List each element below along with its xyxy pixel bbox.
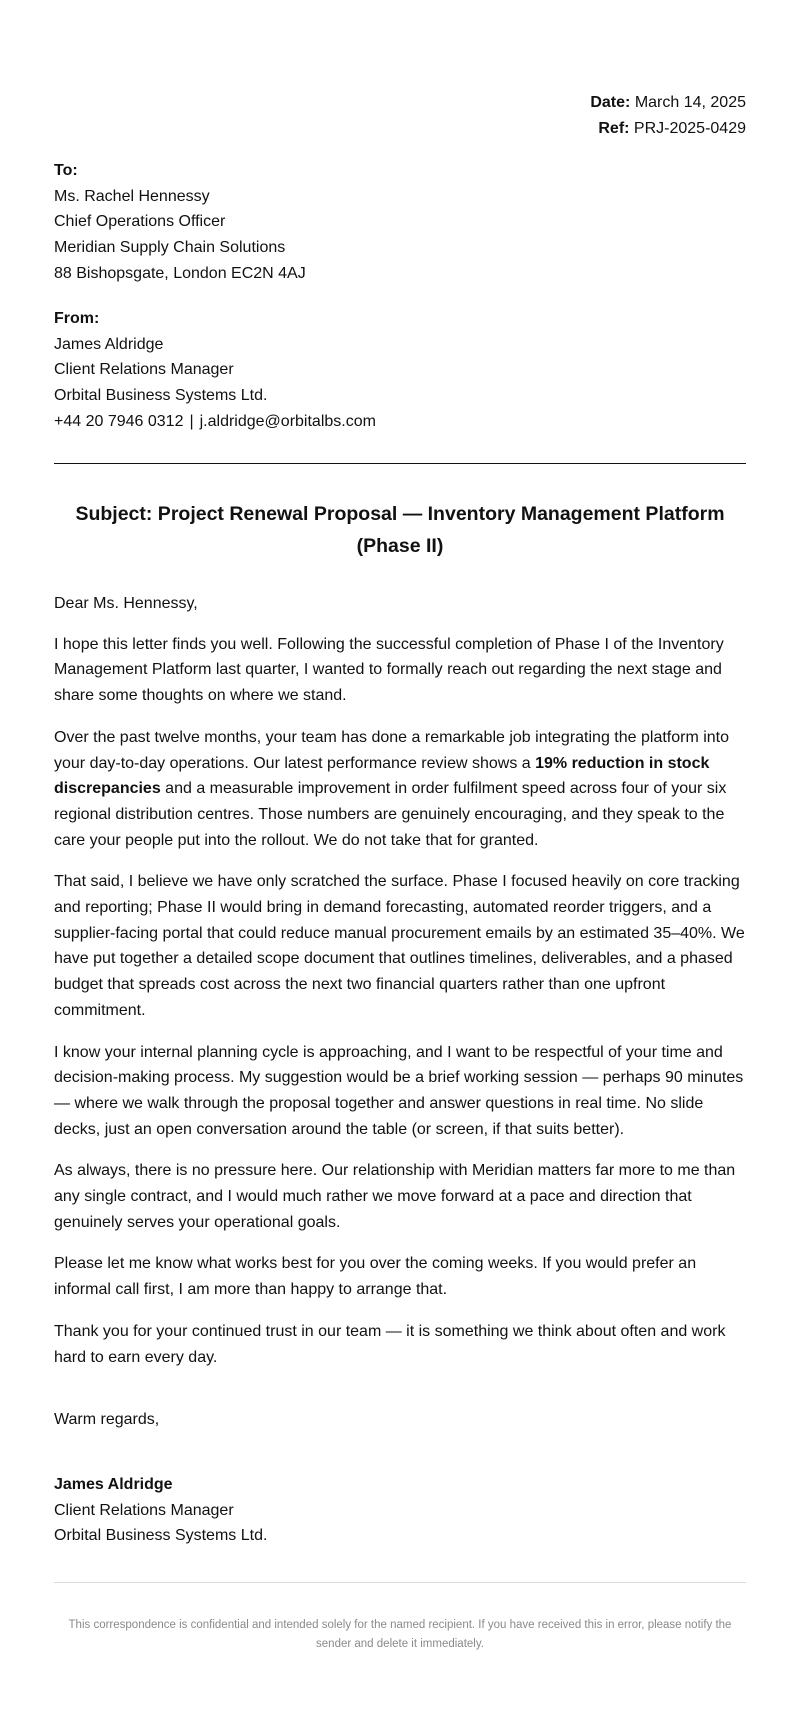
recipient-company: Meridian Supply Chain Solutions bbox=[54, 239, 286, 257]
ref-label: Ref: bbox=[598, 120, 630, 137]
paragraph-2-highlight: 19% reduction in stock discrepancies bbox=[54, 754, 710, 798]
sender-name: James Aldridge bbox=[54, 335, 164, 353]
paragraph-2-rest: and a measurable improvement in order fulfilment speed across four of your six regional distribution centres. Those numbers are genuinely encouraging, and they speak to the care your people put into the rollout. We do not take that for granted. bbox=[54, 780, 727, 849]
recipient-address: 88 Bishopsgate, London EC2N 4AJ bbox=[54, 264, 306, 282]
footer-divider bbox=[54, 1582, 746, 1583]
date-label: Date: bbox=[590, 94, 631, 111]
signature-company: Orbital Business Systems Ltd. bbox=[54, 1527, 268, 1545]
letter-body bbox=[54, 591, 746, 1386]
sender-email[interactable]: j.aldridge@orbitalbs.com bbox=[199, 412, 376, 430]
header-divider bbox=[54, 463, 746, 464]
paragraph-1: I hope this letter finds you well. Following the successful completion of Phase I of the Inventory Management Platform last quarter, I wanted to formally reach out regarding the next stage and share some thoughts on where we stand. bbox=[54, 635, 724, 705]
sender-block bbox=[54, 306, 746, 435]
closing-line: Warm regards, bbox=[54, 1411, 160, 1428]
recipient-block bbox=[54, 158, 746, 287]
salutation: Dear Ms. Hennessy, bbox=[54, 595, 198, 612]
date-row bbox=[590, 90, 746, 116]
contact-separator: | bbox=[189, 412, 194, 430]
sender-contact bbox=[54, 409, 746, 435]
ref-row bbox=[590, 116, 746, 142]
ref-value: PRJ-2025-0429 bbox=[633, 120, 746, 137]
subject-heading: Subject: Project Renewal Proposal — Inventory Management Platform (Phase II) bbox=[75, 503, 725, 557]
paragraph-2-intro: Over the past twelve months, your team has done a remarkable job integrating the platform into your day-to-day operations. Our latest performance review shows a bbox=[54, 728, 730, 772]
sender-company: Orbital Business Systems Ltd. bbox=[54, 387, 268, 405]
paragraph-7: Thank you for your continued trust in our team — it is something we think about often and work hard to earn every day. bbox=[54, 1322, 726, 1366]
date-value: March 14, 2025 bbox=[634, 94, 746, 111]
recipient-title: Chief Operations Officer bbox=[54, 213, 226, 231]
recipient-label: To: bbox=[54, 162, 78, 179]
paragraph-6: Please let me know what works best for you over the coming weeks. If you would prefer an informal call first, I am more than happy to arrange that. bbox=[54, 1255, 697, 1299]
confidentiality-notice: This correspondence is confidential and intended solely for the named recipient. If you have received this in error, please notify the sender and delete it immediately. bbox=[68, 1619, 732, 1650]
signature-title: Client Relations Manager bbox=[54, 1501, 234, 1519]
paragraph-2 bbox=[54, 725, 746, 854]
signature-block bbox=[54, 1472, 267, 1549]
paragraph-3: That said, I believe we have only scratched the surface. Phase I focused heavily on core tracking and reporting; Phase II would bring in demand forecasting, automated reorder triggers, and a supplier-facing portal that could reduce manual procurement emails by an estimated 35–40%. We have put together a detailed scope document that outlines timelines, deliverables, and a phased budget that spreads cost across the next two financial quarters rather than one upfront commitment. bbox=[54, 873, 745, 1019]
letter-meta bbox=[590, 90, 746, 142]
sender-phone: +44 20 7946 0312 bbox=[54, 412, 184, 430]
sender-label: From: bbox=[54, 310, 100, 327]
paragraph-5: As always, there is no pressure here. Our relationship with Meridian matters far more to me than any single contract, and I would much rather we move forward at a pace and direction that genuinely serves your operational goals. bbox=[54, 1162, 736, 1231]
recipient-name: Ms. Rachel Hennessy bbox=[54, 187, 210, 205]
paragraph-4: I know your internal planning cycle is approaching, and I want to be respectful of your time and decision-making process. My suggestion would be a brief working session — perhaps 90 minutes — where we walk through the proposal together and answer questions in real time. No slide decks, just an open conversation around the table (or screen, if that suits better). bbox=[54, 1043, 744, 1138]
sender-title: Client Relations Manager bbox=[54, 361, 234, 379]
signature-name: James Aldridge bbox=[54, 1476, 173, 1493]
